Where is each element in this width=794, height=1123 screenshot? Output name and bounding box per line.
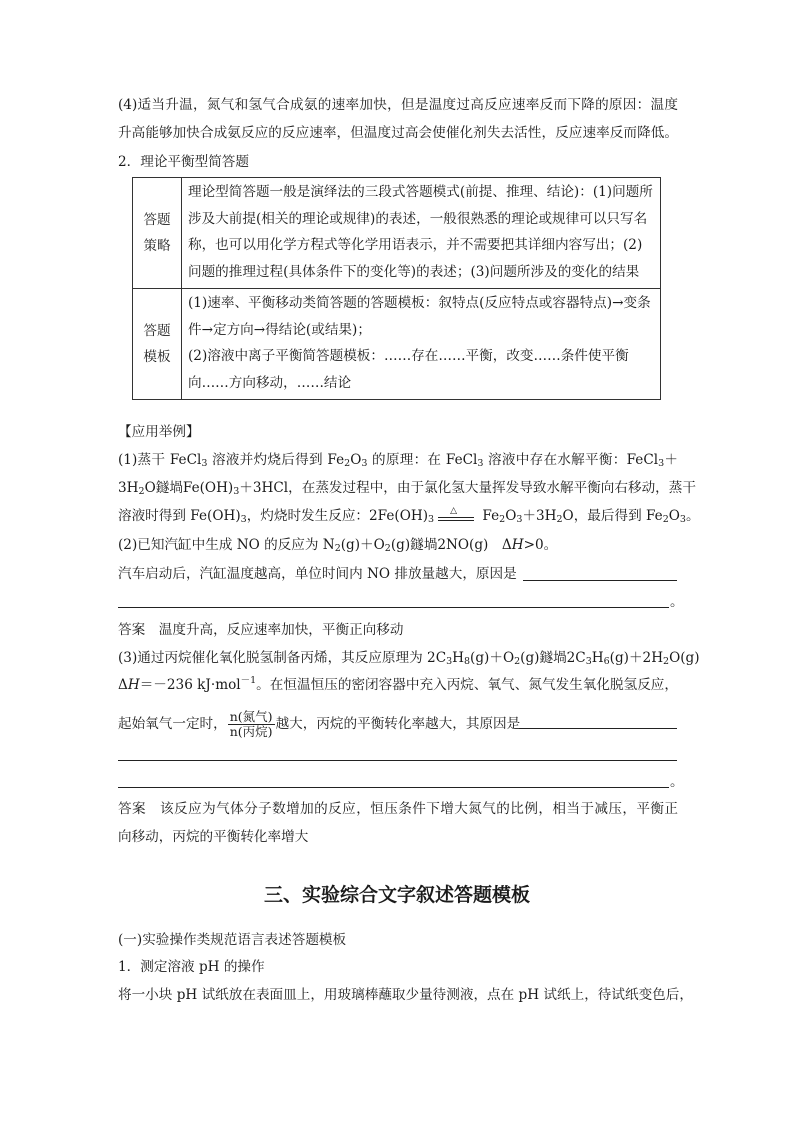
heating-equation-sign: △ (438, 508, 474, 526)
table-row-template (133, 289, 661, 400)
paragraph-4-line-2: 升高能够加快合成氨反应的反应速率，但温度过高会使催化剂失去活性，反应速率反而降低。 (118, 125, 678, 141)
table-category-strategy: 答题 策略 (133, 178, 182, 289)
table-content-strategy: 理论型简答题一般是演绎法的三段式答题模式(前提、推理、结论)：(1)问题所 涉及大前提(相关的理论或规律)的表述，一般很熟悉的理论或规律可以只写名 称，也可以用化学方程式等化学用语表示，并不需要把其详细内容写出；(2) 问题的推理过程(具体条件下的变化等)的表述；(3)问题所涉及的变化的结果 (182, 178, 661, 289)
paragraph-4-line-1: (4)适当升温，氮气和氢气合成氨的速率加快，但是温度过高反应速率反而下降的原因：温度 (118, 97, 678, 113)
section-2-heading: 2．理论平衡型简答题 (118, 154, 249, 170)
answer-template-table (132, 177, 661, 400)
end-mark: 。 (670, 594, 684, 610)
answer-blank-line (519, 728, 677, 729)
example-1-line-2: $3H_2O$鐩堝$Fe(OH)_3+3HCl$，在蒸发过程中，由于氯化氢大量挥发导致水解平衡向右移动，蒸干 (118, 480, 696, 497)
table-category-template: 答题 模板 (133, 289, 182, 400)
ratio-fraction: $\frac{\text{n(氮气)}}{\text{n(丙烷)}}$ (229, 709, 273, 739)
example-3-line-1: (3)通过丙烷催化氧化脱氢制备丙烯，其反应原理为 $2C_3H_8(g)+O_2(g)$鐩堝$2C_3H_6(g)+2H_2O(g)$ (118, 650, 700, 667)
answer-blank-line (118, 787, 669, 788)
table-row-strategy (133, 178, 661, 289)
subsection-heading: (一)实验操作类规范语言表述答题模板 (118, 932, 347, 948)
answer-blank-line (118, 760, 677, 761)
item-1-heading: 1．测定溶液 pH 的操作 (118, 959, 265, 975)
example-2-line-2: 汽车启动后，汽缸温度越高，单位时间内 NO 排放量越大，原因是 (118, 566, 517, 582)
application-examples-heading: 【应用举例】 (118, 424, 200, 440)
answer-blank-line (118, 607, 669, 608)
table-content-template: (1)速率、平衡移动类简答题的答题模板：叙特点(反应特点或容器特点)→变条 件→定方向→得结论(或结果)； (2)溶液中离子平衡简答题模板：……存在……平衡，改变……条件使平衡 向……方向移动，……结论 (182, 289, 661, 400)
example-3-line-3: 起始氧气一定时， $\frac{\text{n(氮气)}}{\text{n(丙烷)}}$ 越大，丙烷的平衡转化率越大，其原因是 (118, 709, 521, 739)
answer-label: 答案 (118, 801, 147, 817)
answer-blank-line (523, 580, 677, 581)
section-3-title: 三、实验综合文字叙述答题模板 (263, 884, 530, 906)
example-3-line-2: ΔH＝－236 kJ·mol$^{-1}$。在恒温恒压的密闭容器中充入丙烷、氧气、氮气发生氧化脱氢反应， (118, 675, 679, 693)
example-1-line-3: 溶液时得到 $Fe(OH)_3$，灼烧时发生反应：$2Fe(OH)_3$ △ $Fe_2O_3+3H_2O$，最后得到 $Fe_2O_3$。 (118, 505, 700, 525)
example-2-answer: 答案 温度升高，反应速率加快，平衡正向移动 (118, 622, 404, 638)
answer-label: 答案 (118, 622, 146, 638)
end-mark: 。 (670, 774, 684, 790)
example-2-line-1: (2)已知汽缸中生成 NO 的反应为 $N_2(g)+O_2(g)$鐩堝2NO(g) ΔH>0。 (118, 537, 558, 554)
example-3-answer-line-2: 向移动，丙烷的平衡转化率增大 (118, 829, 309, 845)
item-1-text: 将一小块 pH 试纸放在表面皿上，用玻璃棒蘸取少量待测液，点在 pH 试纸上，待试纸变色后， (118, 987, 693, 1003)
example-1-line-1: (1)蒸干 FeCl$_3$ 溶液并灼烧后得到 $Fe_2O_3$ 的原理：在 FeCl$_3$ 溶液中存在水解平衡：FeCl$_3$＋ (118, 452, 679, 469)
example-3-answer-line-1: 答案 该反应为气体分子数增加的反应，恒压条件下增大氮气的比例，相当于减压，平衡正 (118, 801, 679, 817)
